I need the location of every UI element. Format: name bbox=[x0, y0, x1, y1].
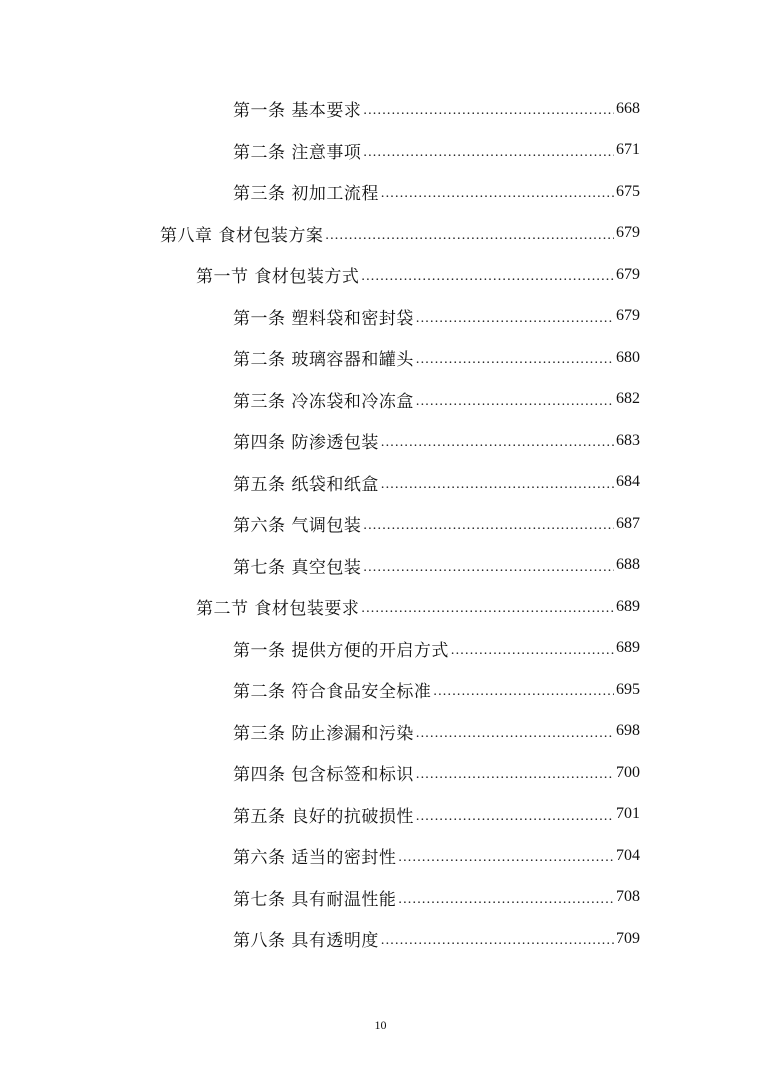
toc-entry-label: 第一条 塑料袋和密封袋 bbox=[233, 308, 414, 329]
toc-entry-label: 第三条 初加工流程 bbox=[233, 184, 379, 205]
toc-entry[interactable] bbox=[0, 337, 640, 379]
dot-leader bbox=[416, 307, 614, 326]
toc-entry[interactable] bbox=[0, 794, 640, 836]
toc-entry[interactable] bbox=[0, 88, 640, 130]
toc-entry-label: 第八章 食材包装方案 bbox=[160, 225, 324, 246]
toc-entry[interactable] bbox=[0, 420, 640, 462]
toc-entry-page: 689 bbox=[616, 597, 640, 615]
toc-entry-page: 704 bbox=[616, 846, 640, 864]
toc-entry-page: 679 bbox=[616, 307, 640, 325]
toc-entry-page: 675 bbox=[616, 182, 640, 200]
toc-entry-label: 第八条 具有透明度 bbox=[233, 931, 379, 952]
toc-entry[interactable] bbox=[0, 669, 640, 711]
toc-section-entry[interactable] bbox=[0, 254, 640, 296]
dot-leader bbox=[416, 805, 614, 824]
toc-entry-label: 第四条 包含标签和标识 bbox=[233, 765, 414, 786]
toc-entry-page: 671 bbox=[616, 141, 640, 159]
dot-leader bbox=[363, 141, 614, 160]
toc-entry-page: 688 bbox=[616, 556, 640, 574]
toc-entry-label: 第五条 良好的抗破损性 bbox=[233, 806, 414, 827]
dot-leader bbox=[325, 224, 614, 243]
toc-entry-page: 683 bbox=[616, 431, 640, 449]
toc-entry-label: 第二条 符合食品安全标准 bbox=[233, 682, 432, 703]
toc-entry[interactable] bbox=[0, 877, 640, 919]
toc-entry-page: 668 bbox=[616, 99, 640, 117]
toc-entry[interactable] bbox=[0, 171, 640, 213]
toc-entry-label: 第七条 具有耐温性能 bbox=[233, 889, 397, 910]
toc-entry-label: 第七条 真空包装 bbox=[233, 557, 362, 578]
dot-leader bbox=[381, 431, 614, 450]
dot-leader bbox=[416, 348, 614, 367]
dot-leader bbox=[363, 556, 614, 575]
toc-entry-label: 第二条 注意事项 bbox=[233, 142, 362, 163]
toc-entry[interactable] bbox=[0, 628, 640, 670]
toc-entry[interactable] bbox=[0, 130, 640, 172]
dot-leader bbox=[381, 473, 614, 492]
toc-entry-page: 701 bbox=[616, 805, 640, 823]
toc-section-entry[interactable] bbox=[0, 586, 640, 628]
toc-entry[interactable] bbox=[0, 835, 640, 877]
dot-leader bbox=[361, 597, 614, 616]
toc-entry-label: 第二条 玻璃容器和罐头 bbox=[233, 350, 414, 371]
toc-entry-label: 第一节 食材包装方式 bbox=[196, 267, 360, 288]
toc-entry[interactable] bbox=[0, 296, 640, 338]
toc-entry[interactable] bbox=[0, 462, 640, 504]
toc-entry[interactable] bbox=[0, 503, 640, 545]
dot-leader bbox=[416, 390, 614, 409]
dot-leader bbox=[363, 514, 614, 533]
toc-entry-page: 698 bbox=[616, 722, 640, 740]
table-of-contents bbox=[0, 88, 761, 960]
toc-entry-label: 第五条 纸袋和纸盒 bbox=[233, 474, 379, 495]
toc-entry-label: 第六条 适当的密封性 bbox=[233, 848, 397, 869]
toc-entry-label: 第三条 冷冻袋和冷冻盒 bbox=[233, 391, 414, 412]
page-number: 10 bbox=[374, 1018, 387, 1032]
toc-entry-page: 709 bbox=[616, 929, 640, 947]
toc-entry-page: 700 bbox=[616, 763, 640, 781]
dot-leader bbox=[361, 265, 614, 284]
toc-entry[interactable] bbox=[0, 918, 640, 960]
toc-entry-page: 695 bbox=[616, 680, 640, 698]
toc-entry[interactable] bbox=[0, 711, 640, 753]
toc-entry-page: 689 bbox=[616, 639, 640, 657]
toc-entry-label: 第一条 基本要求 bbox=[233, 101, 362, 122]
toc-entry-page: 708 bbox=[616, 888, 640, 906]
toc-entry-page: 682 bbox=[616, 390, 640, 408]
toc-entry-label: 第一条 提供方便的开启方式 bbox=[233, 640, 449, 661]
toc-entry[interactable] bbox=[0, 545, 640, 587]
toc-entry-page: 687 bbox=[616, 514, 640, 532]
toc-entry-page: 679 bbox=[616, 224, 640, 242]
toc-entry-label: 第三条 防止渗漏和污染 bbox=[233, 723, 414, 744]
dot-leader bbox=[381, 929, 614, 948]
toc-entry-page: 684 bbox=[616, 473, 640, 491]
dot-leader bbox=[433, 680, 614, 699]
dot-leader bbox=[398, 888, 614, 907]
dot-leader bbox=[416, 763, 614, 782]
toc-entry-page: 680 bbox=[616, 348, 640, 366]
toc-entry-label: 第六条 气调包装 bbox=[233, 516, 362, 537]
dot-leader bbox=[416, 722, 614, 741]
toc-entry-label: 第二节 食材包装要求 bbox=[196, 599, 360, 620]
toc-entry[interactable] bbox=[0, 752, 640, 794]
toc-entry-page: 679 bbox=[616, 265, 640, 283]
dot-leader bbox=[363, 99, 614, 118]
toc-entry-label: 第四条 防渗透包装 bbox=[233, 433, 379, 454]
toc-chapter-entry[interactable] bbox=[0, 213, 640, 255]
dot-leader bbox=[451, 639, 614, 658]
dot-leader bbox=[398, 846, 614, 865]
dot-leader bbox=[381, 182, 614, 201]
toc-entry[interactable] bbox=[0, 379, 640, 421]
